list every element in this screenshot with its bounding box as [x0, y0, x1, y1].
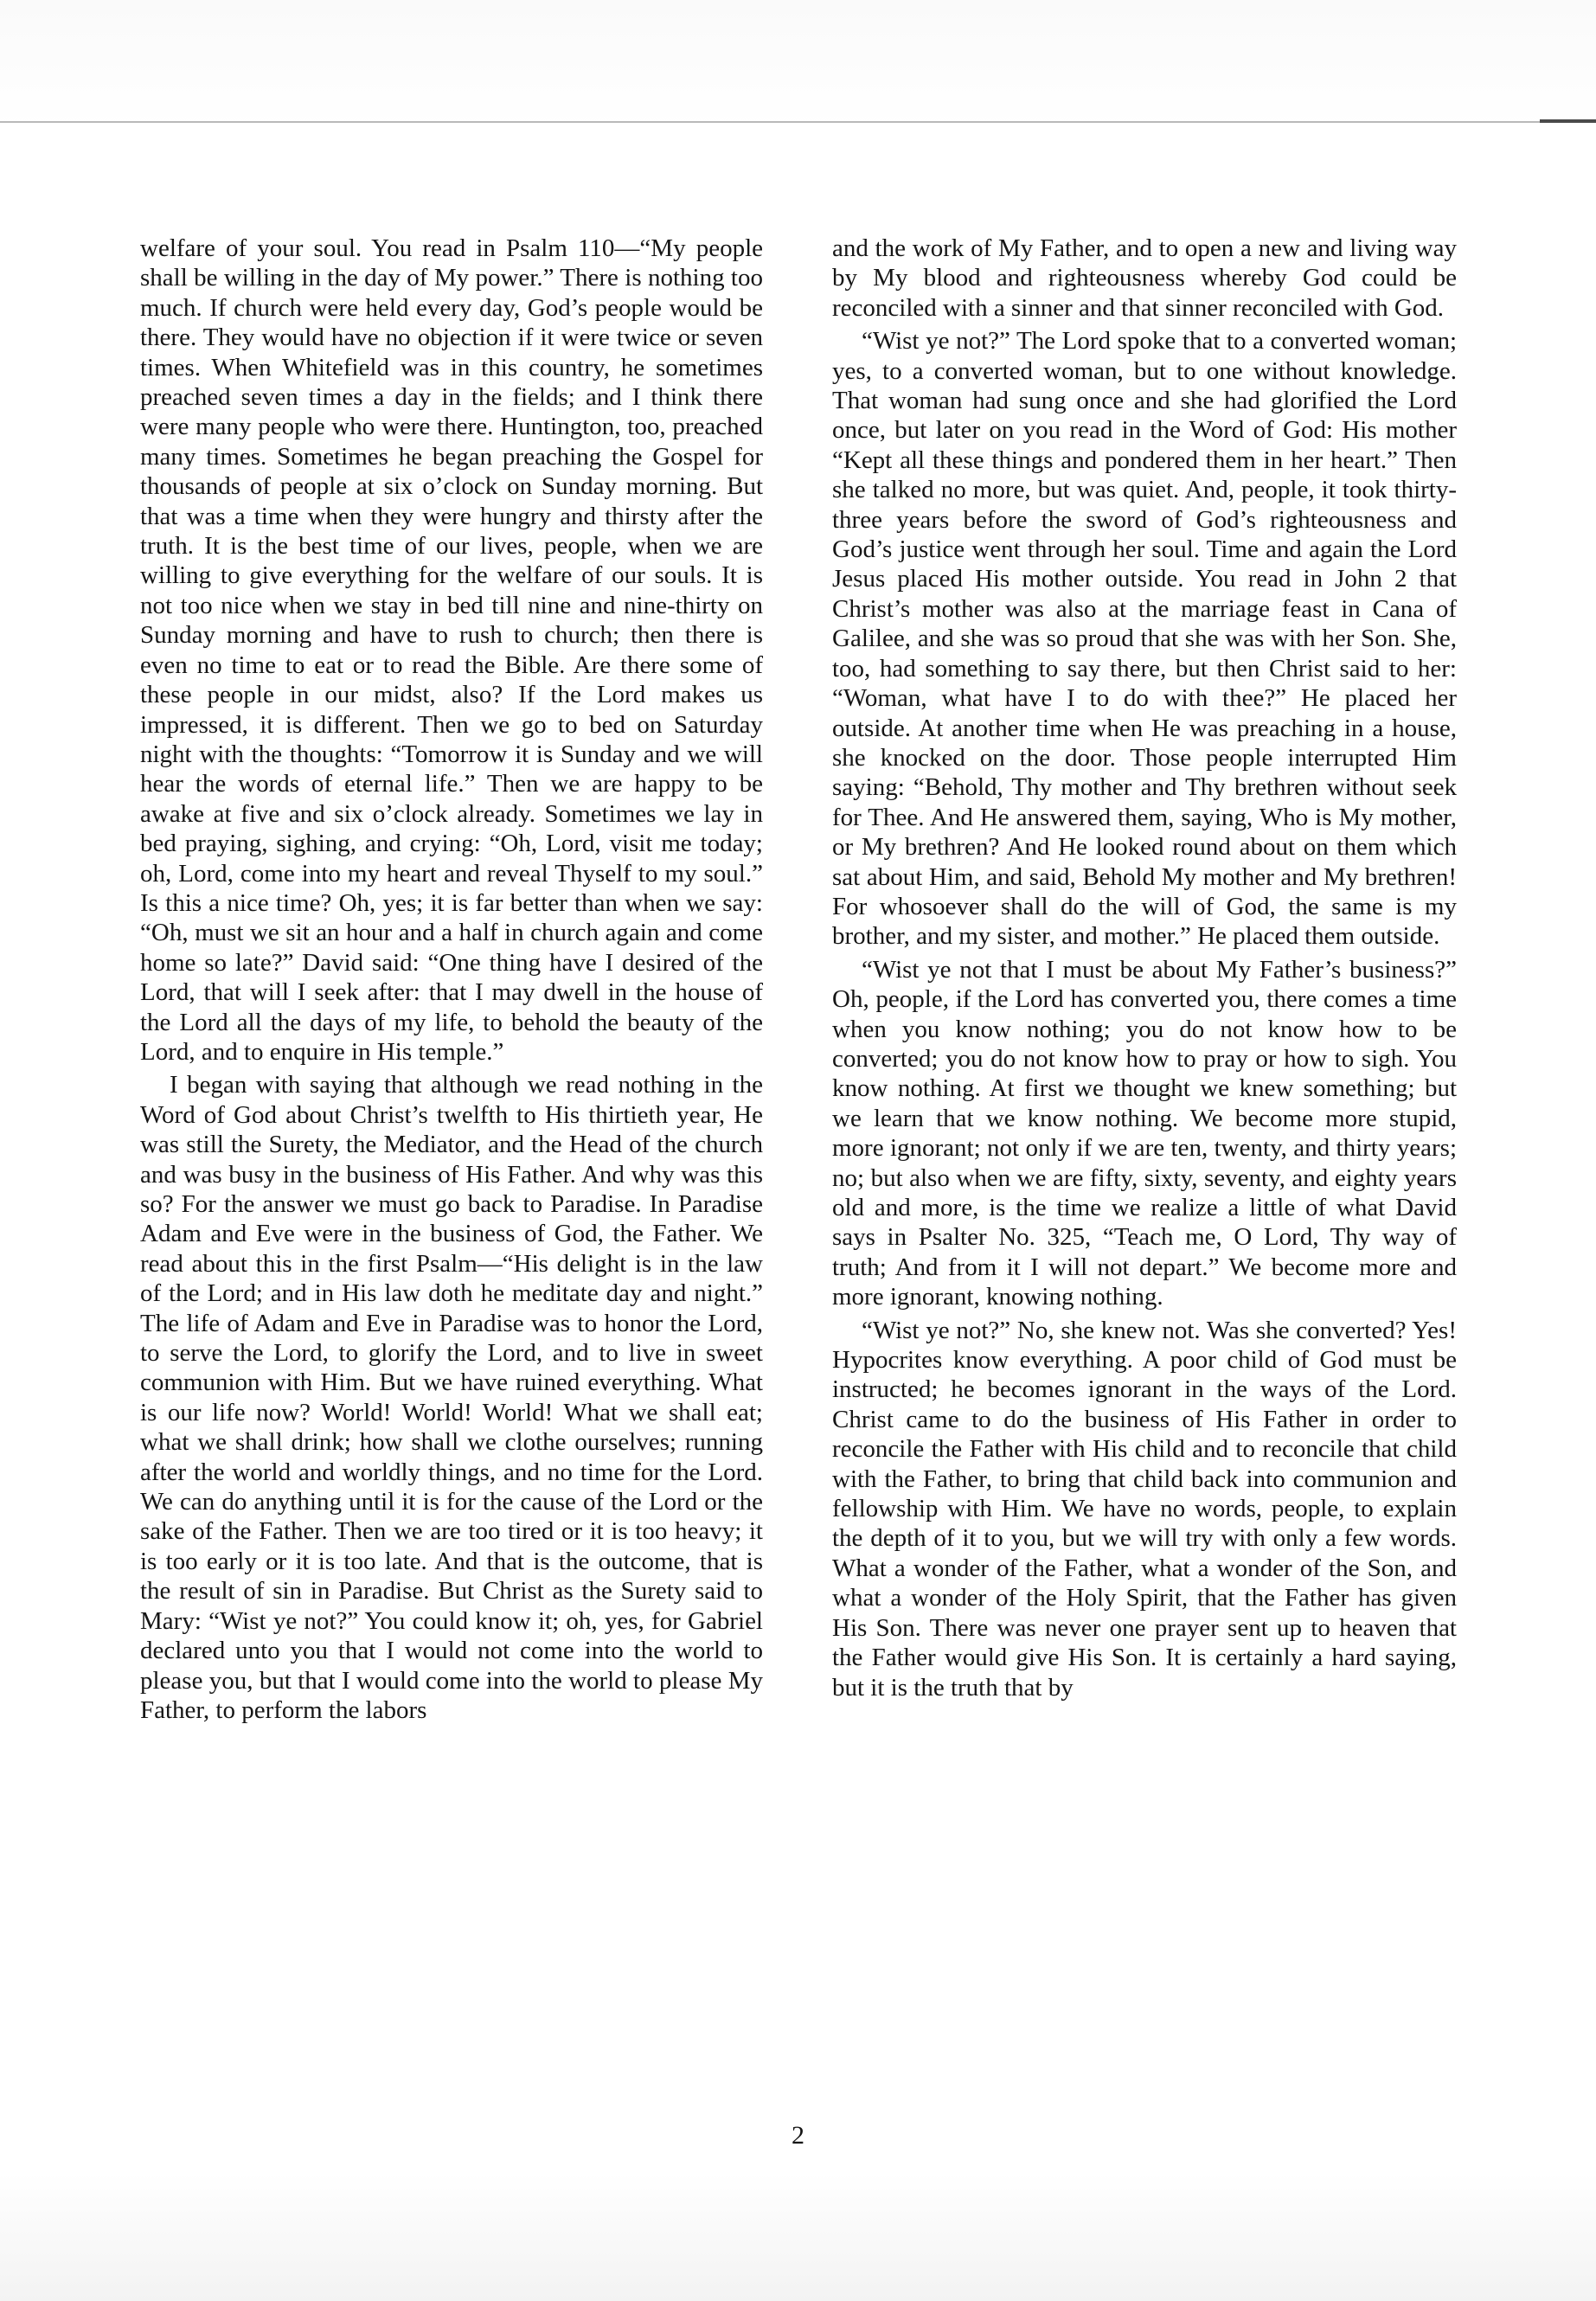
page-number: 2: [792, 2121, 804, 2150]
scan-bottom-shadow: [0, 2173, 1596, 2301]
right-paragraph-4: “Wist ye not?” No, she knew not. Was she converted? Yes! Hypocrites know everything. A poor child of God must be instructed; he becomes ignorant in the ways of the Lord. Christ came to do the business of His Father in order to reconcile the Father with His child and to reconcile that child with the Father, to bring that child back into communion and fellowship with Him. We have no words, people, to explain the depth of it to you, but we will try with only a few words. What a wonder of the Father, what a wonder of the Son, and what a wonder of the Holy Spirit, that the Father has given His Son. There was never one prayer sent up to heaven that the Father would give His Son. It is certainly a hard saying, but it is the truth that by: [832, 1316, 1457, 1702]
right-paragraph-2: “Wist ye not?” The Lord spoke that to a converted woman; yes, to a converted woman, but to one without knowledge. That woman had sung once and she had glorified the Lord once, but later on you read in the Word of God: His mother “Kept all these things and pondered them in her heart.” Then she talked no more, but was quiet. And, people, it took thirty-three years before the sword of God’s righteousness and God’s justice went through her soul. Time and again the Lord Jesus placed His mother outside. You read in John 2 that Christ’s mother was also at the marriage feast in Cana of Galilee, and she was so proud that she was with her Son. She, too, had something to say there, but then Christ said to her: “Woman, what have I to do with thee?” He placed her outside. At another time when He was preaching in a house, she knocked on the door. Those people interrupted Him saying: “Behold, Thy mother and Thy brethren without seek for Thee. And He answered them, saying, Who is My mother, or My brethren? And He looked round about on them which sat about Him, and said, Behold My mother and My brethren! For whosoever shall do the will of God, the same is my brother, and my sister, and mother.” He placed them outside.: [832, 327, 1457, 951]
scan-top-edge: [0, 0, 1596, 130]
left-paragraph-1: welfare of your soul. You read in Psalm 110—“My people shall be willing in the day of My power.” There is nothing too much. If church were held every day, God’s people would be there. They would have no objection if it were twice or seven times. When Whitefield was in this country, he sometimes preached seven times a day in the fields; and I think there were many people who were there. Huntington, too, preached many times. Sometimes he began preaching the Gospel for thousands of people at six o’clock on Sunday morning. But that was a time when they were hungry and thirsty after the truth. It is the best time of our lives, people, when we are willing to give everything for the welfare of our souls. It is not too nice when we stay in bed till nine and nine-thirty on Sunday morning and have to rush to church; then there is even no time to eat or to read the Bible. Are there some of these people in our midst, also? If the Lord makes us impressed, it is different. Then we go to bed on Saturday night with the thoughts: “Tomorrow it is Sunday and we will hear the words of eternal life.” Then we are happy to be awake at five and six o’clock already. Sometimes we lay in bed praying, sighing, and crying: “Oh, Lord, visit me today; oh, Lord, come into my heart and reveal Thyself to my soul.” Is this a nice time? Oh, yes; it is far better than when we say: “Oh, must we sit an hour and a half in church again and come home so late?” David said: “One thing have I desired of the Lord, that will I seek after: that I may dwell in the house of the Lord all the days of my life, to behold the beauty of the Lord, and to enquire in His temple.”: [140, 234, 763, 1066]
right-column: [832, 234, 1457, 1702]
right-paragraph-1: and the work of My Father, and to open a new and living way by My blood and righteousness whereby God could be reconciled with a sinner and that sinner reconciled with God.: [832, 234, 1457, 322]
scan-top-rule-end: [1540, 119, 1596, 123]
right-paragraph-3: “Wist ye not that I must be about My Father’s business?” Oh, people, if the Lord has converted you, there comes a time when you know nothing; you do not know how to be converted; you do not know how to pray or how to sigh. You know nothing. At first we thought we knew something; but we learn that we know nothing. We become more stupid, more ignorant; not only if we are ten, twenty, and thirty years; no; but also when we are fifty, sixty, seventy, and eighty years old and more, is the time we realize a little of what David says in Psalter No. 325, “Teach me, O Lord, Thy way of truth; And from it I will not depart.” We become more and more ignorant, knowing nothing.: [832, 955, 1457, 1311]
scan-top-rule: [0, 121, 1596, 123]
left-paragraph-2: I began with saying that although we read nothing in the Word of God about Christ’s twelfth to His thirtieth year, He was still the Surety, the Mediator, and the Head of the church and was busy in the business of His Father. And why was this so? For the answer we must go back to Paradise. In Paradise Adam and Eve were in the business of God, the Father. We read about this in the first Psalm—“His delight is in the law of the Lord; and in His law doth he meditate day and night.” The life of Adam and Eve in Paradise was to honor the Lord, to serve the Lord, to glorify the Lord, and to live in sweet communion with Him. But we have ruined everything. What is our life now? World! World! World! What we shall eat; what we shall drink; how shall we clothe ourselves; running after the world and worldly things, and no time for the Lord. We can do anything until it is for the cause of the Lord or the sake of the Father. Then we are too tired or it is too heavy; it is too early or it is too late. And that is the outcome, that is the result of sin in Paradise. But Christ as the Surety said to Mary: “Wist ye not?” You could know it; oh, yes, for Gabriel declared unto you that I would not come into the world to please you, but that I would come into the world to please My Father, to perform the labors: [140, 1071, 763, 1724]
left-column: [140, 234, 763, 1725]
